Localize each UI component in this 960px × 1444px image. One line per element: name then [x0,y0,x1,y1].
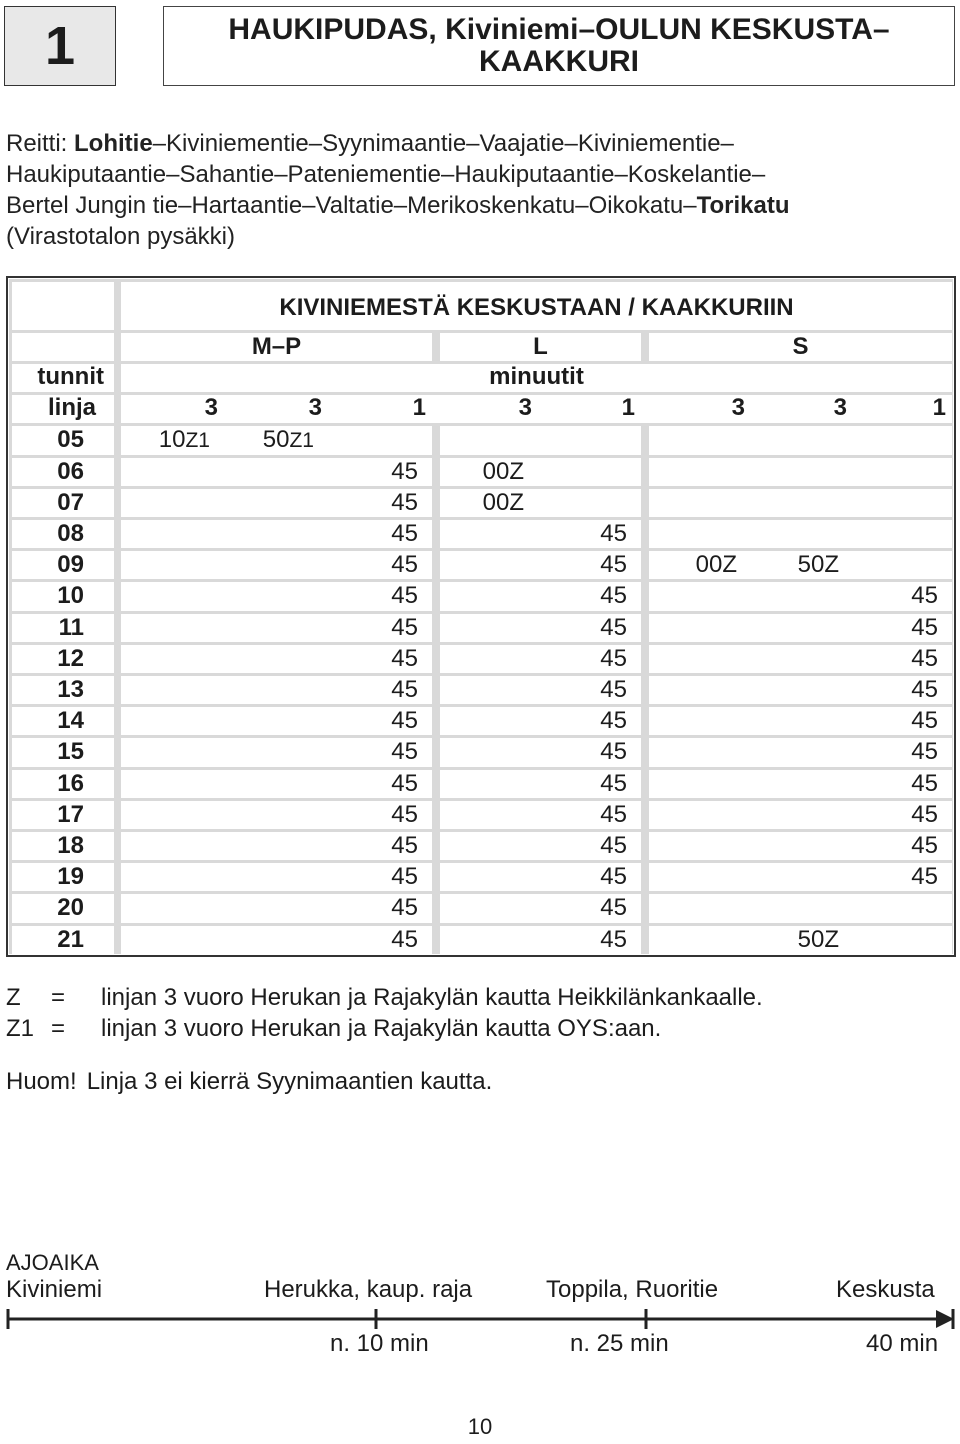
route-title-line-2: KAAKKURI [479,45,639,78]
hour-label: 13 [57,676,84,703]
departure-minute: 45 [391,644,418,672]
departure-minute: 50 [797,925,825,953]
departure-minute: 45 [600,520,627,547]
departure-time [821,674,938,705]
departure-time [296,736,418,767]
departure-minute: 45 [600,863,627,891]
arrow-head-icon [936,1310,954,1328]
duration-keskusta: 40 min [866,1330,939,1357]
departure-time [506,768,627,799]
departure-time [296,861,418,892]
line-number: 1 [621,394,635,422]
footnote-equals: = [51,984,66,1011]
departure-minute: 45 [391,738,418,766]
departure-minute: 45 [391,582,418,610]
departure-time [296,799,418,830]
direction-title: KIVINIEMESTÄ KESKUSTAAN / KAAKKURIIN [279,294,794,321]
departure-footnote-mark: Z [824,925,839,953]
footnotes [6,982,763,1044]
header-corner-cell [12,282,114,330]
departure-time [821,799,938,830]
row-cell-l [440,426,641,454]
departure-time [821,643,938,674]
departure-minute: 45 [391,520,418,547]
row-cell-s [649,426,952,454]
departure-time [81,424,210,456]
departure-minute: 45 [911,613,938,641]
departure-time [506,518,627,549]
hour-label: 06 [57,457,84,485]
footnote-text: linjan 3 vuoro Herukan ja Rajakylän kautta OYS:aan. [101,1015,662,1042]
route-description [6,128,956,252]
route-line-4: (Virastotalon pysäkki) [6,223,235,250]
travel-time-line [6,1306,956,1336]
departure-minute: 45 [600,894,627,922]
departure-time [192,424,314,456]
departure-minute: 45 [911,769,938,797]
departure-time [821,736,938,767]
departure-minute: 45 [391,551,418,579]
departure-minute: 45 [600,832,627,859]
hour-label: 21 [57,925,84,953]
departure-time [821,830,938,861]
departure-time [400,487,524,518]
departure-minute: 45 [391,800,418,828]
line-number: 1 [412,394,426,422]
departure-minute: 45 [911,644,938,672]
hour-label: 05 [57,426,84,454]
page-number: 10 [467,1414,493,1439]
departure-minute: 45 [911,832,938,859]
row-cell-s [649,894,952,922]
departure-minute: 45 [600,644,627,672]
departure-footnote-mark: Z1 [289,429,314,453]
departure-minute: 45 [391,769,418,797]
departure-time [719,549,839,580]
route-start-stop: Lohitie [74,130,153,157]
departure-minute: 45 [391,457,418,485]
hour-label: 18 [57,832,84,859]
departure-minute: 45 [391,613,418,641]
route-number: 1 [4,6,116,86]
duration-toppila: n. 25 min [570,1330,669,1357]
departure-time [296,830,418,861]
departure-time [821,580,938,611]
departure-minute: 45 [911,676,938,703]
departure-minute: 45 [600,707,627,735]
departure-time [296,612,418,643]
departure-time [506,924,627,955]
route-end-stop: Torikatu [696,192,790,219]
departure-minute: 45 [600,925,627,953]
departure-time [506,799,627,830]
departure-minute: 45 [911,738,938,766]
departure-time [506,861,627,892]
huom-text: Linja 3 ei kierrä Syynimaantien kautta. [86,1068,493,1095]
departure-footnote-mark: Z [824,551,839,579]
departure-minute: 45 [911,863,938,891]
departure-time [821,612,938,643]
hour-label: 19 [57,863,84,891]
route-streets-1: –Kiviniementie–Syynimaantie–Vaajatie–Kiviniementie– [152,130,734,157]
departure-time [296,768,418,799]
hour-label: 07 [57,488,84,516]
hour-label: 10 [57,582,84,610]
footnote-key: Z [6,984,21,1011]
departure-minute: 45 [600,676,627,703]
departure-time [506,643,627,674]
departure-minute: 45 [391,832,418,859]
departure-footnote-mark: Z [509,457,524,485]
huom-note [6,1066,492,1097]
departure-time [719,924,839,955]
hour-label: 20 [57,894,84,922]
row-cell-s [649,458,952,486]
departure-minute: 45 [911,707,938,735]
departure-footnote-mark: Z [509,488,524,516]
route-prefix: Reitti: [6,130,75,157]
departure-minute: 00 [695,551,723,579]
line-number: 3 [833,394,847,422]
departure-minute: 45 [600,800,627,828]
line-number: 1 [932,394,946,422]
route-title [163,6,955,86]
departure-minute: 45 [600,582,627,610]
footnote-row [6,1013,763,1044]
huom-label: Huom! [6,1068,77,1095]
stop-keskusta: Keskusta [836,1276,935,1303]
departure-time [296,892,418,923]
departure-time [296,549,418,580]
departure-time [506,736,627,767]
row-cell-s [649,489,952,517]
hours-label: tunnit [37,363,104,390]
departure-time [296,674,418,705]
footnote-text: linjan 3 vuoro Herukan ja Rajakylän kautta Heikkilänkankaalle. [101,984,763,1011]
departure-time [296,580,418,611]
departure-minute: 00 [482,457,510,485]
hour-label: 11 [58,613,84,641]
departure-time [296,518,418,549]
duration-herukka: n. 10 min [330,1330,429,1357]
departure-minute: 45 [391,925,418,953]
departure-minute: 45 [391,488,418,516]
departure-minute: 50 [262,426,290,454]
departure-minute: 45 [600,738,627,766]
hour-label: 09 [57,551,84,579]
departure-minute: 45 [600,613,627,641]
departure-time [506,674,627,705]
footnote-key: Z1 [6,1015,35,1042]
line-number: 3 [308,394,322,422]
departure-minute: 10 [158,426,186,454]
travel-time-title: AJOAIKA [6,1250,99,1275]
departure-minute: 45 [391,707,418,735]
day-group-corner-cell [12,333,114,361]
departure-time [821,768,938,799]
row-cell-s [649,520,952,548]
stop-toppila: Toppila, Ruoritie [546,1276,719,1303]
departure-time [506,580,627,611]
departure-time [506,705,627,736]
departure-minute: 45 [391,863,418,891]
line-number: 3 [518,394,532,422]
departure-footnote-mark: Z [722,551,737,579]
route-title-line-1: HAUKIPUDAS, Kiviniemi–OULUN KESKUSTA– [228,13,890,46]
departure-footnote-mark: Z1 [185,429,210,453]
footnote-equals: = [51,1015,66,1042]
departure-time [506,892,627,923]
day-group-mp: M–P [251,333,302,360]
route-line-2: Haukiputaantie–Sahantie–Pateniementie–Haukiputaantie–Koskelantie– [6,161,766,188]
departure-time [609,549,737,580]
line-number: 3 [731,394,745,422]
stop-kiviniemi: Kiviniemi [6,1276,103,1303]
departure-time [506,830,627,861]
hour-label: 12 [57,644,84,672]
hour-label: 16 [57,769,84,797]
departure-time [296,705,418,736]
line-number: 3 [204,394,218,422]
departure-minute: 45 [600,551,627,579]
day-group-s: S [792,333,809,360]
departure-time [296,643,418,674]
departure-time [400,456,524,487]
hour-label: 15 [57,738,84,766]
route-streets-3: Bertel Jungin tie–Hartaantie–Valtatie–Merikoskenkatu–Oikokatu– [6,192,697,219]
stop-herukka: Herukka, kaup. raja [264,1276,473,1303]
hour-label: 14 [57,707,84,735]
departure-minute: 45 [391,676,418,703]
route-line-3 [6,190,956,221]
timetable [6,276,956,957]
departure-minute: 00 [482,488,510,516]
departure-time [506,612,627,643]
departure-minute: 45 [911,582,938,610]
line-label: linja [47,394,96,422]
minutes-label: minuutit [489,363,584,390]
departure-minute: 45 [911,800,938,828]
departure-time [821,705,938,736]
hour-label: 17 [57,800,84,828]
departure-minute: 50 [797,551,825,579]
day-group-l: L [533,333,548,360]
departure-minute: 45 [391,894,418,922]
departure-time [821,861,938,892]
hour-label: 08 [57,520,84,547]
departure-time [296,924,418,955]
footnote-row [6,982,763,1013]
departure-minute: 45 [600,769,627,797]
route-line-1 [6,128,956,159]
